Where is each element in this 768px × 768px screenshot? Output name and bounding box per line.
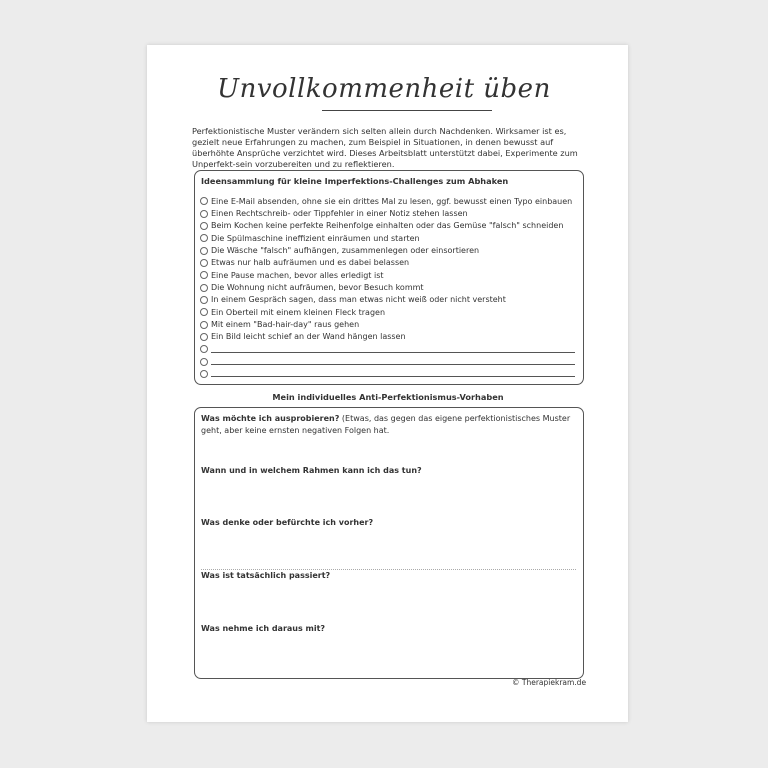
checkbox-circle[interactable] xyxy=(200,308,208,316)
title-underline xyxy=(322,110,492,111)
blank-list-item xyxy=(200,343,578,355)
checkbox-circle[interactable] xyxy=(200,247,208,255)
list-item xyxy=(200,195,578,207)
list-item xyxy=(200,257,578,269)
copyright-notice: © Therapiekram.de xyxy=(512,678,587,687)
checkbox-circle[interactable] xyxy=(200,284,208,292)
checkbox-circle[interactable] xyxy=(200,345,208,353)
list-item xyxy=(200,318,578,330)
list-item xyxy=(200,294,578,306)
ideas-heading: Ideensammlung für kleine Imperfektions-Challenges zum Abhaken xyxy=(201,176,509,186)
ideas-box xyxy=(194,170,584,385)
ideas-list xyxy=(200,195,578,380)
checkbox-circle[interactable] xyxy=(200,271,208,279)
list-item-label: Die Wäsche "falsch" aufhängen, zusammenlegen oder einsortieren xyxy=(211,246,480,256)
list-item-label: Ein Oberteil mit einem kleinen Fleck tragen xyxy=(211,307,386,317)
list-item-label: In einem Gespräch sagen, dass man etwas nicht weiß oder nicht versteht xyxy=(211,295,506,305)
blank-list-item xyxy=(200,368,578,380)
list-item-label: Einen Rechtschreib- oder Tippfehler in einer Notiz stehen lassen xyxy=(211,209,468,219)
write-in-line[interactable] xyxy=(211,364,575,365)
list-item-label: Ein Bild leicht schief an der Wand hängen lassen xyxy=(211,332,406,342)
checkbox-circle[interactable] xyxy=(200,222,208,230)
list-item xyxy=(200,207,578,219)
blank-list-item xyxy=(200,355,578,367)
checkbox-circle[interactable] xyxy=(200,358,208,366)
question-when-where: Wann und in welchem Rahmen kann ich das tun? xyxy=(201,466,422,475)
question-takeaways: Was nehme ich daraus mit? xyxy=(201,624,326,633)
list-item xyxy=(200,331,578,343)
list-item-label: Die Wohnung nicht aufräumen, bevor Besuch kommt xyxy=(211,283,424,293)
page-title: Unvollkommenheit üben xyxy=(217,74,551,104)
list-item xyxy=(200,244,578,256)
question-note: (Etwas, das gegen das eigene perfektionistisches Muster geht, aber keine ernsten negativen Folgen hat. xyxy=(201,414,571,435)
checkbox-circle[interactable] xyxy=(200,234,208,242)
checkbox-circle[interactable] xyxy=(200,210,208,218)
checkbox-circle[interactable] xyxy=(200,333,208,341)
question-what-to-try xyxy=(201,413,573,437)
question-what-happened: Was ist tatsächlich passiert? xyxy=(201,571,331,580)
list-item-label: Eine Pause machen, bevor alles erledigt ist xyxy=(211,270,384,280)
list-item-label: Die Spülmaschine ineffizient einräumen und starten xyxy=(211,233,420,243)
question-fears: Was denke oder befürchte ich vorher? xyxy=(201,518,374,527)
intro-paragraph: Perfektionistische Muster verändern sich selten allein durch Nachdenken. Wirksamer ist es, gezielt neue Erfahrungen zu machen, zum Beispiel in Situationen, in denen bewusst auf überhöhte Ansprüche verzichtet wird. Dieses Arbeitsblatt unterstützt dabei, Experimente zum Unperfekt-sein vorzubereiten und zu reflektieren. xyxy=(192,126,578,169)
list-item xyxy=(200,220,578,232)
list-item-label: Beim Kochen keine perfekte Reihenfolge einhalten oder das Gemüse "falsch" schneiden xyxy=(211,221,564,231)
checkbox-circle[interactable] xyxy=(200,321,208,329)
list-item-label: Mit einem "Bad-hair-day" raus gehen xyxy=(211,320,360,330)
write-in-line[interactable] xyxy=(211,352,575,353)
list-item xyxy=(200,306,578,318)
list-item xyxy=(200,269,578,281)
checkbox-circle[interactable] xyxy=(200,296,208,304)
checkbox-circle[interactable] xyxy=(200,197,208,205)
checkbox-circle[interactable] xyxy=(200,259,208,267)
write-in-line[interactable] xyxy=(211,376,575,377)
plan-heading: Mein individuelles Anti-Perfektionismus-Vorhaben xyxy=(272,392,504,402)
plan-box xyxy=(194,407,584,679)
list-item xyxy=(200,281,578,293)
list-item xyxy=(200,232,578,244)
checkbox-circle[interactable] xyxy=(200,370,208,378)
list-item-label: Etwas nur halb aufräumen und es dabei belassen xyxy=(211,258,410,268)
question-bold: Was möchte ich ausprobieren? xyxy=(201,414,340,423)
list-item-label: Eine E-Mail absenden, ohne sie ein drittes Mal zu lesen, ggf. bewusst einen Typo einbauen xyxy=(211,196,573,206)
